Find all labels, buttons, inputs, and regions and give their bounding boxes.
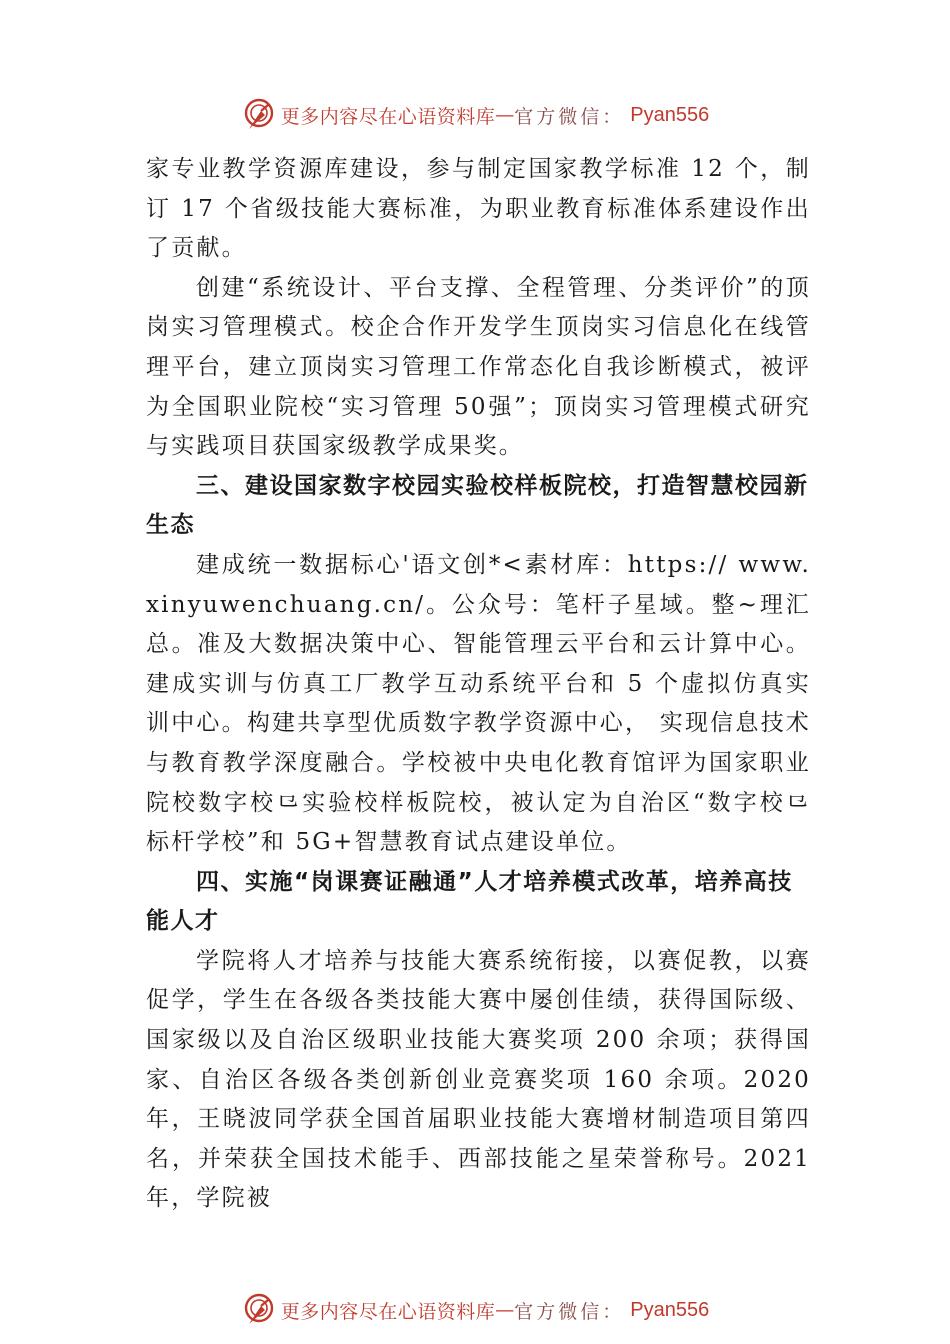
paragraph-internship: 创建“系统设计、平台支撑、全程管理、分类评价”的顶岗实习管理模式。校企合作开发学生顶岗实习信息化在线管理平台，建立顶岗实习管理工作常态化自我诊断模式，被评为全国职业院校“实习管理 50强”；顶岗实习管理模式研究与实践项目获国家级教学成果奖。 (146, 274, 811, 460)
pen-logo-icon (241, 1292, 277, 1328)
section-heading-4: 四、实施“岗课赛证融通”人才培养模式改革，培养高技能人才 (146, 868, 793, 935)
footer-banner (0, 1290, 950, 1330)
header-banner (0, 95, 950, 135)
wechat-label: 官方微信： (514, 1300, 625, 1323)
document-body (146, 150, 811, 1219)
pen-logo-icon (241, 97, 277, 133)
section-heading-3: 三、建设国家数字校园实验校样板院校，打造智慧校园新生态 (146, 472, 809, 539)
banner-separator: — (495, 104, 515, 126)
banner-separator: — (495, 1299, 515, 1321)
wechat-label: 官方微信： (514, 105, 625, 128)
paragraph-standards: 家专业教学资源库建设，参与制定国家教学标准 12 个，制订 17 个省级技能大赛标准，为职业教育标准体系建设作出了贡献。 (146, 156, 811, 262)
paragraph-skills-competition: 学院将人才培养与技能大赛系统衔接，以赛促教，以赛促学，学生在各级各类技能大赛中屡创佳绩，获得国际级、 国家级以及自治区级职业技能大赛奖项 200 余项；获得国家、自治区各级各类创新创业竞赛奖项 160 余项。2020 年，王晓波同学获全国首届职业技能大赛增材制造项目第四名，并荣获全国技术能手、西部技能之星荣誉称号。2021 年，学院被 (146, 947, 811, 1212)
banner-text: 更多内容尽在心语资料库 (280, 1300, 496, 1323)
wechat-id: Pyan556 (630, 1298, 710, 1321)
wechat-id: Pyan556 (630, 103, 710, 126)
banner-text: 更多内容尽在心语资料库 (280, 105, 496, 128)
paragraph-digital-campus: 建成统一数据标心'语文创*<素材库：https:// www.xinyuwenchuang.cn/。公众号：笔杆子星域。整~理汇总。准及大数据决策中心、智能管理云平台和云计算中心。建成实训与仿真工厂教学互动系统平台和 5 个虚拟仿真实训中心。构建共享型优质数字教学资源中心， 实现信息技术与教育教学深度融合。学校被中央电化教育馆评为国家职业院校数字校⺋实验校样板院校，被认定为自治区“数字校⺋标杆学校”和 5G+智慧教育试点建设单位。 (146, 551, 811, 856)
